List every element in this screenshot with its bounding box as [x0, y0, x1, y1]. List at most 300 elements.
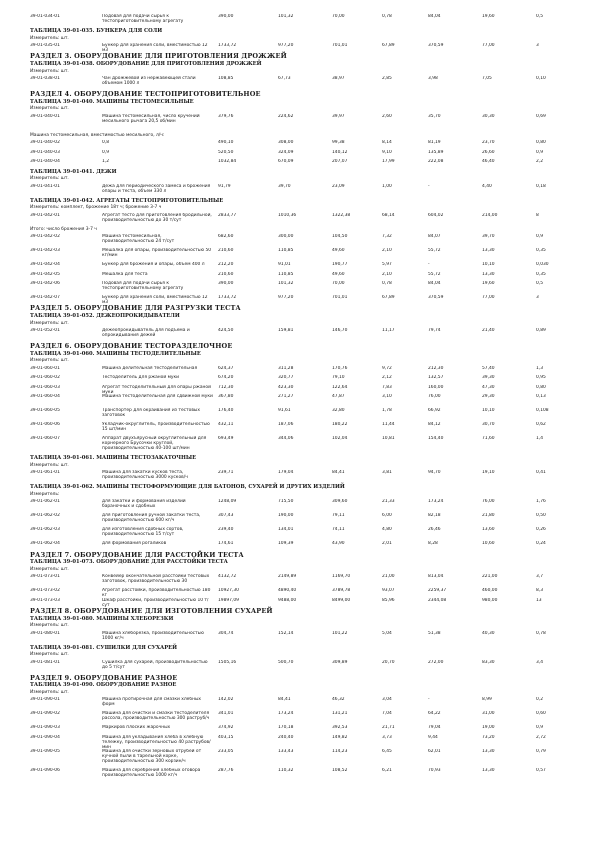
table-row	[30, 735, 570, 749]
cell-workers-hours: 13,60	[482, 527, 495, 533]
cell-machine-cost: 79,11	[332, 513, 345, 519]
cell-machine-cost: 102,04	[332, 435, 348, 441]
cell-total-cost: 233,05	[218, 748, 234, 754]
cell-mass: 0,80	[536, 140, 546, 146]
cell-mass: 0,80	[536, 384, 546, 390]
cell-labor-cost: 4890,40	[278, 588, 297, 594]
cell-workers-hours: 221,00	[482, 574, 498, 580]
table-row	[30, 697, 570, 711]
table-row	[30, 262, 570, 271]
cell-labor-hours: 68,14	[382, 212, 395, 218]
cell-description: Машина для очистки зерновых отрубей от кучной пыли в тарельной корке, производительностью 300 корзин/ч	[102, 748, 202, 764]
table-row	[30, 588, 570, 597]
cell-labor-cost: 110,32	[278, 767, 294, 773]
cell-machine-cost: 70,00	[332, 281, 345, 286]
cell-materials-cost: 132,57	[428, 375, 444, 381]
cell-mass: 3	[536, 43, 539, 49]
cell-total-cost: 176,40	[218, 407, 234, 413]
table-row	[30, 184, 570, 198]
cell-code: 39-01-038-01	[30, 76, 60, 82]
cell-total-cost: 520,50	[218, 149, 234, 155]
cell-labor-cost: 224,62	[278, 113, 294, 119]
cell-description: Бункер для хранения соли, вместимостью 12 м3	[102, 295, 208, 305]
table-row	[30, 114, 570, 133]
cell-mass: 0,5	[536, 14, 543, 19]
cell-mass: 0,9	[536, 234, 543, 240]
cell-code: 39-01-040-01	[30, 113, 60, 119]
cell-materials-cost: 222,08	[428, 159, 444, 165]
unit-note: Измеритель:	[30, 491, 60, 497]
cell-materials-cost: 154,40	[428, 435, 444, 441]
cell-workers-hours: 19,60	[482, 14, 495, 19]
document-page	[30, 14, 570, 782]
cell-description: 0,9	[102, 149, 109, 155]
cell-labor-hours: 8,14	[382, 140, 392, 146]
cell-mass: 0,24	[536, 541, 546, 547]
table-row	[30, 14, 570, 28]
cell-materials-cost: 212,30	[428, 365, 444, 371]
cell-workers-hours: 39,30	[482, 375, 495, 381]
cell-total-cost: 367,80	[218, 393, 234, 399]
cell-machine-cost: 122,64	[332, 384, 348, 390]
cell-code: 39-01-090-03	[30, 725, 60, 731]
cell-workers-hours: 46,40	[482, 159, 495, 165]
cell-machine-cost: 47,87	[332, 393, 345, 399]
cell-total-cost: 712,30	[218, 384, 234, 390]
cell-machine-cost: 1322,38	[332, 212, 351, 218]
cell-machine-cost: 49,60	[332, 248, 345, 254]
cell-machine-cost: 1169,70	[332, 574, 351, 580]
cell-workers-hours: 10,60	[482, 541, 495, 547]
cell-workers-hours: 23,70	[482, 140, 495, 146]
cell-code: 39-01-040-02	[30, 140, 60, 146]
cell-materials-cost: 35,70	[428, 113, 441, 119]
cell-mass: 0,78	[536, 630, 546, 636]
unit-note: Измеритель: шт.	[30, 35, 69, 41]
cell-code: 39-01-090-04	[30, 734, 60, 740]
cell-description: Шкаф расстойки, производительностью 10 т/сут	[102, 597, 209, 608]
cell-labor-cost: 173,24	[278, 711, 294, 717]
cell-labor-cost: 110,85	[278, 271, 294, 277]
cell-description: Машина для очистки и смазки тестоделителя рассола, производительностью 300 раструб/ч	[102, 711, 210, 722]
unit-note: Измеритель: комплект, брожение 18т ч; брожение 3-7 ч	[30, 205, 162, 211]
cell-materials-cost: 84,12	[428, 421, 441, 427]
cell-materials-cost: 3,98	[428, 76, 438, 82]
cell-code: 39-01-052-01	[30, 328, 60, 334]
cell-machine-cost: 74,11	[332, 527, 345, 533]
cell-code: 39-01-035-01	[30, 43, 60, 49]
table-heading: ТАБЛИЦА 39-01-090. ОБОРУДОВАНИЕ РАЗНОЕ	[30, 682, 177, 689]
cell-code: 39-01-042-07	[30, 295, 60, 300]
cell-description: для изготовления сдобных сортов, производительностью 15 т/сут	[102, 527, 184, 538]
cell-machine-cost: 3789,78	[332, 588, 351, 594]
cell-code: 39-01-042-03	[30, 248, 60, 254]
section-heading: РАЗДЕЛ 3. ОБОРУДОВАНИЕ ДЛЯ ПРИГОТОВЛЕНИЯ ДРОЖЖЕЙ	[30, 52, 287, 61]
cell-total-cost: 674,20	[218, 375, 234, 381]
cell-labor-hours: 5,04	[382, 630, 392, 636]
table-row	[30, 527, 570, 541]
cell-materials-cost: 135,89	[428, 149, 444, 155]
cell-labor-hours: 6,00	[382, 513, 392, 519]
cell-mass: 0,9	[536, 725, 543, 731]
cell-materials-cost: -	[428, 262, 430, 268]
cell-workers-hours: 214,00	[482, 212, 498, 218]
cell-machine-cost: 43,90	[332, 541, 345, 547]
cell-labor-hours: 2,12	[382, 375, 392, 381]
cell-code: 39-01-060-01	[30, 365, 60, 371]
cell-machine-cost: 39,97	[332, 113, 345, 119]
cell-materials-cost: 8,28	[428, 541, 438, 547]
unit-note: Машина тестомесильная, вместимостью месильного, л/ч:	[30, 132, 165, 138]
cell-materials-cost: 813,04	[428, 574, 444, 580]
table-row	[30, 43, 570, 52]
section-heading: РАЗДЕЛ 8. ОБОРУДОВАНИЕ ДЛЯ ИЗГОТОВЛЕНИЯ СУХАРЕЙ	[30, 606, 273, 615]
section-heading: РАЗДЕЛ 5. ОБОРУДОВАНИЕ ДЛЯ РАЗГРУЗКИ ТЕСТА	[30, 304, 241, 313]
unit-note: Измеритель: шт.	[30, 106, 69, 112]
cell-labor-cost: 152,14	[278, 630, 294, 636]
table-row	[30, 150, 570, 159]
cell-labor-cost: 91,61	[278, 407, 291, 413]
cell-labor-hours: 6,45	[382, 748, 392, 754]
cell-labor-cost: 110,85	[278, 248, 294, 254]
cell-labor-cost: 977,20	[278, 43, 294, 49]
cell-description: Машина тестоделительная для сдвижной муки	[102, 393, 213, 399]
cell-description: для закатки и формования изделий бараночных и сдобных	[102, 499, 186, 510]
cell-workers-hours: 30,30	[482, 113, 495, 119]
cell-workers-hours: 13,30	[482, 767, 495, 773]
cell-mass: 0,26	[536, 527, 546, 533]
cell-labor-cost: 67,73	[278, 76, 291, 82]
cell-labor-cost: 344,06	[278, 435, 294, 441]
cell-materials-cost: 370,59	[428, 295, 444, 300]
cell-description: Аппарат двухъярусный округлительный для корнерного Брусочки круглой, производительностью 40-100 шт/мин	[102, 435, 207, 451]
cell-total-cost: 2833,77	[218, 212, 237, 218]
cell-labor-cost: 423,30	[278, 384, 294, 390]
cell-code: 39-01-040-04	[30, 159, 60, 165]
cell-machine-cost: 32,80	[332, 407, 345, 413]
cell-machine-cost: 146,70	[332, 328, 348, 334]
cell-workers-hours: 26,60	[482, 149, 495, 155]
unit-note: Измеритель: шт.	[30, 68, 69, 74]
cell-labor-hours: 11,17	[382, 328, 395, 334]
cell-workers-hours: 83,30	[482, 659, 495, 665]
cell-code: 39-01-073-02	[30, 588, 60, 594]
cell-machine-cost: 140,12	[332, 149, 348, 155]
section-heading: РАЗДЕЛ 9. ОБОРУДОВАНИЕ РАЗНОЕ	[30, 673, 178, 682]
unit-note: Измеритель: шт.	[30, 176, 69, 182]
cell-description: Мешалка для теста	[102, 271, 148, 277]
cell-labor-hours: 2,60	[382, 113, 392, 119]
cell-labor-hours: 21,71	[382, 725, 395, 731]
cell-labor-hours: 7,83	[382, 384, 392, 390]
cell-machine-cost: 99,38	[332, 140, 345, 146]
table-row	[30, 711, 570, 725]
cell-machine-cost: 190,77	[332, 262, 348, 268]
cell-labor-hours: 67,89	[382, 295, 395, 300]
cell-labor-cost: 91,01	[278, 262, 291, 268]
cell-mass: 13	[536, 597, 542, 603]
cell-description: Сушилка для сухарей, производительностью до 5 т/сут	[102, 659, 208, 670]
cell-description: Бункер для брожения и опары, объем 400 л	[102, 262, 205, 268]
cell-labor-cost: 2149,89	[278, 574, 297, 580]
cell-total-cost: 379,76	[218, 113, 234, 119]
cell-mass: 0,13	[536, 393, 546, 399]
cell-labor-cost: 170,18	[278, 725, 294, 731]
cell-workers-hours: 77,00	[482, 295, 495, 300]
table-row	[30, 408, 570, 422]
cell-code: 39-01-042-02	[30, 234, 60, 240]
section-heading: РАЗДЕЛ 7. ОБОРУДОВАНИЕ ДЛЯ РАССТОЙКИ ТЕСТА	[30, 550, 244, 559]
cell-labor-cost: 39,70	[278, 183, 291, 189]
cell-materials-cost: 70,93	[428, 767, 441, 773]
table-heading: ТАБЛИЦА 39-01-080. МАШИНЫ ХЛЕБОРЕЗКИ	[30, 615, 174, 622]
cell-mass: 3,4	[536, 659, 543, 665]
cell-description: Подовая для подачи сырья к тестоприготовительному агрегату	[102, 14, 184, 24]
cell-total-cost: 287,76	[218, 767, 234, 773]
table-heading: ТАБЛИЦА 39-01-073. ОБОРУДОВАНИЕ ДЛЯ РАССТОЙКИ ТЕСТА	[30, 559, 228, 566]
cell-total-cost: 239,71	[218, 470, 234, 476]
cell-machine-cost: 701,01	[332, 43, 348, 49]
cell-code: 39-01-061-01	[30, 470, 60, 476]
cell-labor-cost: 190,00	[278, 513, 294, 519]
cell-materials-cost: 79,04	[428, 725, 441, 731]
cell-labor-cost: 300,00	[278, 234, 294, 240]
cell-labor-hours: 5,97	[382, 262, 392, 268]
cell-materials-cost: 272,00	[428, 659, 444, 665]
cell-materials-cost: -	[428, 697, 430, 703]
cell-description: 0,8	[102, 140, 109, 146]
cell-machine-cost: 309,89	[332, 659, 348, 665]
cell-materials-cost: 76,00	[428, 393, 441, 399]
cell-total-cost: 1733,72	[218, 295, 237, 300]
cell-mass: 2,72	[536, 734, 546, 740]
cell-labor-hours: 2,01	[382, 541, 392, 547]
section-heading: РАЗДЕЛ 4. ОБОРУДОВАНИЕ ТЕСТОПРИГОТОВИТЕЛЬНОЕ	[30, 90, 261, 99]
cell-labor-cost: 109,39	[278, 541, 294, 547]
cell-labor-hours: 11,44	[382, 421, 395, 427]
cell-description: Машина для укладывания хлеба в хлебную тележку, производительностью 40 раструбов/мин	[102, 734, 211, 750]
cell-mass: 0,10	[536, 76, 546, 82]
cell-workers-hours: 21,80	[482, 513, 495, 519]
table-row	[30, 213, 570, 227]
cell-mass: 0,9	[536, 149, 543, 155]
cell-code: 39-01-040-03	[30, 149, 60, 155]
table-row	[30, 295, 570, 304]
table-row	[30, 159, 570, 168]
cell-description: для приготовления ручной закатки теста, производительностью 600 кг/ч	[102, 513, 201, 524]
cell-code: 39-01-042-05	[30, 271, 60, 277]
cell-total-cost: 341,01	[218, 711, 234, 717]
cell-labor-cost: 101,32	[278, 14, 294, 19]
cell-mass: 0,18	[536, 183, 546, 189]
cell-labor-cost: 308,00	[278, 140, 294, 146]
cell-materials-cost: -	[428, 183, 430, 189]
cell-labor-hours: 1,78	[382, 407, 392, 413]
cell-machine-cost: 104,50	[332, 234, 348, 240]
table-row	[30, 281, 570, 295]
cell-description: Машина хлеборезка, производительностью 1000 кг/ч	[102, 630, 204, 641]
cell-code: 39-01-073-01	[30, 574, 60, 580]
cell-labor-cost: 320,77	[278, 375, 294, 381]
cell-workers-hours: 19,10	[482, 470, 495, 476]
cell-materials-cost: 84,04	[428, 14, 441, 19]
cell-materials-cost: 2259,37	[428, 588, 447, 594]
cell-workers-hours: 10,10	[482, 407, 495, 413]
cell-mass: 2,2	[536, 159, 543, 165]
cell-code: 39-01-042-01	[30, 212, 60, 218]
cell-description: Агрегат расстойки, производительностью 180 кг	[102, 588, 211, 599]
cell-description: Машина тестомесильная, производительностью 24 т/сут	[102, 234, 175, 245]
cell-materials-cost: 604,02	[428, 212, 444, 218]
cell-total-cost: 390,00	[218, 14, 234, 19]
cell-mass: 0,57	[536, 767, 546, 773]
cell-materials-cost: 9,44	[428, 734, 438, 740]
cell-labor-hours: 7,32	[382, 234, 392, 240]
cell-labor-cost: 324,09	[278, 149, 294, 155]
table-row	[30, 499, 570, 513]
unit-note: Измеритель: шт.	[30, 689, 69, 695]
table-row	[30, 725, 570, 734]
cell-machine-cost: 70,00	[332, 14, 345, 19]
cell-description: Тестоделитель для ржаной муки	[102, 375, 180, 381]
cell-materials-cost: 64,22	[428, 711, 441, 717]
cell-description: Конвейер окончательной расстойки тестовых заготовок, производительностью 30	[102, 574, 210, 585]
cell-workers-hours: 47,30	[482, 384, 495, 390]
cell-labor-hours: 1,00	[382, 183, 392, 189]
section-heading: РАЗДЕЛ 6. ОБОРУДОВАНИЕ ТЕСТОРАЗДЕЛОЧНОЕ	[30, 342, 233, 351]
cell-mass: 0,41	[536, 470, 546, 476]
cell-labor-hours: 2,85	[382, 76, 392, 82]
cell-labor-cost: 179,04	[278, 470, 294, 476]
cell-workers-hours: 21,40	[482, 328, 495, 334]
cell-labor-cost: 159,81	[278, 328, 294, 334]
table-heading: ТАБЛИЦА 39-01-081. СУШИЛКИ ДЛЯ СУХАРЕЙ	[30, 644, 177, 651]
cell-workers-hours: 76,00	[482, 499, 495, 505]
cell-workers-hours: 13,30	[482, 248, 495, 254]
cell-total-cost: 624,37	[218, 365, 234, 371]
cell-total-cost: 10927,30	[218, 588, 239, 594]
cell-mass: 0,030	[536, 262, 549, 268]
cell-code: 39-01-090-02	[30, 711, 60, 717]
cell-materials-cost: 62,01	[428, 748, 441, 754]
cell-mass: 3	[536, 295, 539, 300]
cell-labor-cost: 311,28	[278, 365, 294, 371]
unit-note: Итого: число брожения 3-7 ч	[30, 226, 97, 232]
table-row	[30, 76, 570, 90]
cell-labor-hours: 6,21	[382, 767, 392, 773]
cell-code: 39-01-060-06	[30, 421, 60, 427]
cell-labor-hours: 93,07	[382, 588, 395, 594]
cell-code: 39-01-060-05	[30, 407, 60, 413]
cell-machine-cost: 392,53	[332, 725, 348, 731]
cell-workers-hours: 29,30	[482, 393, 495, 399]
cell-total-cost: 1248,09	[218, 499, 237, 505]
cell-labor-cost: 500,70	[278, 659, 294, 665]
cell-materials-cost: 26,46	[428, 527, 441, 533]
cell-total-cost: 1505,16	[218, 659, 237, 665]
cell-workers-hours: 10,10	[482, 262, 495, 268]
table-heading: ТАБЛИЦА 39-01-052. ДЕЖЕОПРОКИДЫВАТЕЛИ	[30, 312, 180, 319]
cell-code: 39-01-081-01	[30, 659, 60, 665]
cell-machine-cost: 79,10	[332, 375, 345, 381]
cell-labor-hours: 2,10	[382, 248, 392, 254]
cell-workers-hours: 31,00	[482, 711, 495, 717]
cell-machine-cost: 49,60	[332, 271, 345, 277]
cell-description: Машина для серебрения хлебных оговора производительностью 1000 кг/ч	[102, 767, 201, 778]
cell-materials-cost: 55,72	[428, 271, 441, 277]
cell-total-cost: 304,74	[218, 630, 234, 636]
cell-total-cost: 212,20	[218, 262, 234, 268]
cell-mass: 0,60	[536, 711, 546, 717]
cell-description: Машина делительная тестоделительная	[102, 365, 198, 371]
cell-mass: 0,108	[536, 407, 549, 413]
cell-materials-cost: 51,38	[428, 630, 441, 636]
cell-mass: 3,7	[536, 574, 543, 580]
cell-machine-cost: 170,76	[332, 365, 348, 371]
cell-workers-hours: 73,20	[482, 734, 495, 740]
table-row	[30, 768, 570, 782]
cell-description: Машина протирочная для смазки хлебных форм	[102, 697, 202, 708]
table-row	[30, 541, 570, 550]
cell-labor-hours: 7,04	[382, 711, 392, 717]
unit-note: Измеритель: шт.	[30, 652, 69, 658]
table-heading: ТАБЛИЦА 39-01-035. БУНКЕРА ДЛЯ СОЛИ	[30, 28, 163, 34]
table-row	[30, 574, 570, 588]
unit-note: Измеритель: шт.	[30, 623, 69, 629]
cell-code: 39-01-062-01	[30, 499, 60, 505]
cell-description: Бункер для хранения соли, вместимостью 12 м3	[102, 43, 208, 54]
cell-code: 39-01-042-06	[30, 281, 60, 286]
cell-description: для формования рогаликов	[102, 541, 167, 547]
cell-description: Чан дрожжевой из нержавеющей стали объемом 1000 л	[102, 76, 196, 87]
cell-total-cost: 108,85	[218, 76, 234, 82]
cell-description: Транспортер для окраивания из тестовых заготовок	[102, 407, 200, 418]
cell-workers-hours: 980,00	[482, 597, 498, 603]
table-heading: ТАБЛИЦА 39-01-060. МАШИНЫ ТЕСТОДЕЛИТЕЛЬНЫЕ	[30, 350, 201, 357]
cell-description: Агрегат тестоделительный для опары ржаной муки	[102, 384, 211, 395]
cell-machine-cost: 149,82	[332, 734, 348, 740]
cell-workers-hours: 39,70	[482, 234, 495, 240]
cell-labor-hours: 10,81	[382, 435, 395, 441]
cell-total-cost: 91,79	[218, 183, 231, 189]
cell-description: Агрегат тесто для приготовления бродильной, производительностью до 30 т/сут	[102, 212, 212, 223]
cell-workers-hours: 13,30	[482, 271, 495, 277]
cell-workers-hours: 460,00	[482, 588, 498, 594]
table-row	[30, 470, 570, 484]
cell-labor-hours: 20,70	[382, 659, 395, 665]
cell-code: 39-01-041-01	[30, 183, 60, 189]
cell-labor-cost: 133,43	[278, 748, 294, 754]
cell-description: Дежеопрокидыватель для подъема и опрокидывания дежей	[102, 328, 190, 339]
cell-labor-cost: 134,01	[278, 527, 294, 533]
cell-labor-cost: 187,06	[278, 421, 294, 427]
cell-labor-hours: 9,72	[382, 365, 392, 371]
cell-workers-hours: 57,40	[482, 365, 495, 371]
table-row	[30, 234, 570, 248]
cell-code: 39-01-060-04	[30, 393, 60, 399]
cell-labor-hours: 9,10	[382, 149, 392, 155]
cell-machine-cost: 180,22	[332, 421, 348, 427]
table-row	[30, 394, 570, 408]
cell-workers-hours: 13,30	[482, 748, 495, 754]
cell-code: 39-01-062-04	[30, 541, 60, 547]
cell-mass: 0,5	[536, 281, 543, 286]
cell-description: Маркиров плоских жарочных	[102, 725, 171, 731]
cell-workers-hours: 71,60	[482, 435, 495, 441]
cell-description: Мешалка для опары, производительностью 50 кг/мин	[102, 248, 212, 259]
cell-mass: 1,76	[536, 499, 546, 505]
table-row	[30, 436, 570, 455]
